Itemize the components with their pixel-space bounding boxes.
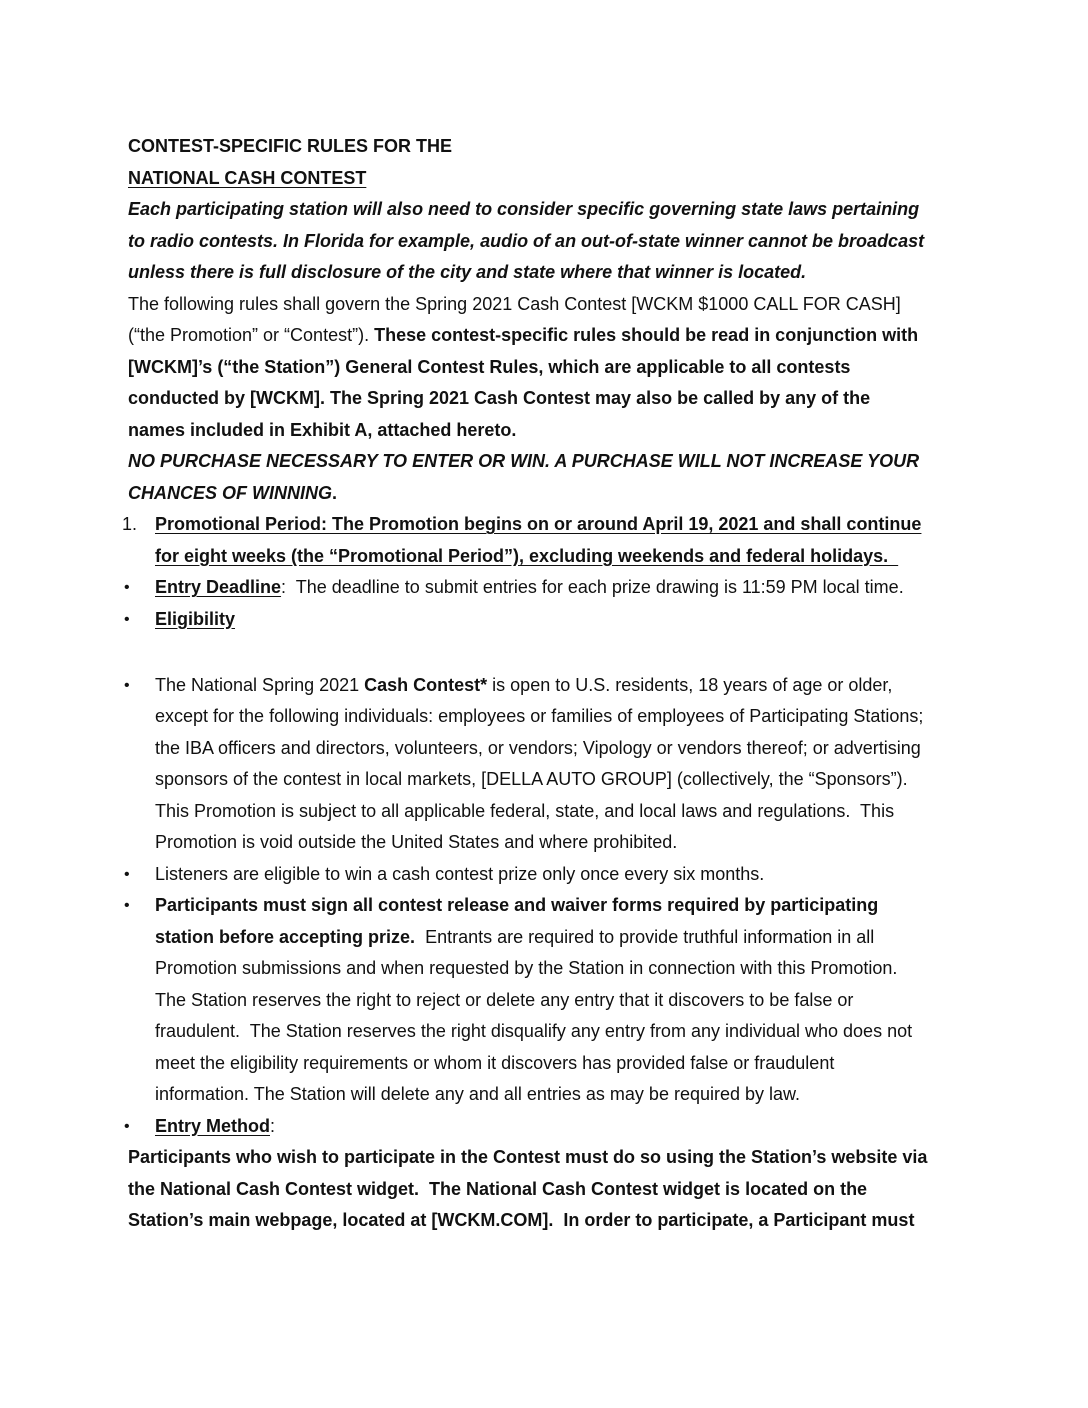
document-page [122, 131, 968, 1237]
bullet-release-forms [124, 890, 968, 1111]
eligibility-detail-line: This Promotion is subject to all applicable federal, state, and local laws and regulations. This [155, 800, 895, 821]
no-purchase-notice [128, 446, 968, 509]
intro-line [128, 320, 968, 352]
bullet-icon: • [124, 676, 130, 694]
bullet-listeners-rule [124, 859, 968, 891]
bullet-icon: • [124, 897, 130, 914]
release-forms-line: Participants must sign all contest release and waiver forms required by participating [155, 895, 879, 915]
release-forms-text: Entrants are required to provide truthful information in all [415, 926, 875, 947]
title-line-1: CONTEST-SPECIFIC RULES FOR THE [128, 136, 453, 156]
entry-deadline-line [155, 572, 968, 604]
disclaimer-line: unless there is full disclosure of the city and state where that winner is located. [128, 262, 807, 282]
entry-method-label: Entry Method [155, 1115, 270, 1136]
numbered-item-promotional-period [122, 509, 968, 572]
release-forms-line: fraudulent. The Station reserves the right disqualify any entry from any individual who does not [155, 1021, 913, 1041]
bullet-icon: • [124, 1117, 130, 1135]
intro-line: [WCKM]’s (“the Station”) General Contest Rules, which are applicable to all contests [128, 356, 851, 377]
entry-method-line: Participants who wish to participate in the Contest must do so using the Station’s website via [128, 1147, 928, 1167]
bullet-icon: • [124, 610, 130, 628]
release-forms-bold: station before accepting prize. [155, 926, 416, 947]
no-purchase-line: NO PURCHASE NECESSARY TO ENTER OR WIN. A PURCHASE WILL NOT INCREASE YOUR [128, 451, 920, 471]
entry-method-colon: : [270, 1115, 276, 1136]
eligibility-text: is open to U.S. residents, 18 years of age or older, [487, 674, 893, 695]
release-forms-line [155, 922, 968, 954]
bullet-entry-method [124, 1111, 968, 1143]
bullet-eligibility [124, 604, 968, 636]
bullet-entry-deadline [124, 572, 968, 604]
listeners-rule-text: Listeners are eligible to win a cash contest prize only once every six months. [155, 863, 765, 884]
title-line-2: NATIONAL CASH CONTEST [128, 167, 367, 188]
promotional-period-line: Promotional Period: The Promotion begins on or around April 19, 2021 and shall continue [155, 514, 922, 534]
intro-line: conducted by [WCKM]. The Spring 2021 Cash Contest may also be called by any of the [128, 388, 871, 408]
list-number: 1. [122, 514, 138, 534]
release-forms-line: Promotion submissions and when requested by the Station in connection with this Promotion. [155, 958, 898, 978]
disclaimer-line: to radio contests. In Florida for example, audio of an out-of-state winner cannot be broadcast [128, 230, 925, 251]
intro-line: names included in Exhibit A, attached hereto. [128, 419, 517, 440]
eligibility-detail-line [155, 670, 968, 702]
entry-method-heading [155, 1111, 968, 1143]
eligibility-label: Eligibility [155, 608, 236, 629]
release-forms-line: meet the eligibility requirements or whom it discovers has provided false or fraudulent [155, 1052, 835, 1073]
entry-method-line: the National Cash Contest widget. The National Cash Contest widget is located on the [128, 1178, 868, 1199]
entry-deadline-label: Entry Deadline [155, 577, 282, 597]
disclaimer-line: Each participating station will also need to consider specific governing state laws pertaining [128, 199, 920, 219]
eligibility-detail-line: Promotion is void outside the United States and where prohibited. [155, 832, 678, 852]
entry-deadline-text: : The deadline to submit entries for each prize drawing is 11:59 PM local time. [281, 577, 904, 597]
release-forms-line: information. The Station will delete any and all entries as may be required by law. [155, 1084, 801, 1104]
blank-line [128, 635, 968, 667]
intro-line: The following rules shall govern the Spring 2021 Cash Contest [WCKM $1000 CALL FOR CASH] [128, 293, 901, 314]
no-purchase-text: CHANCES OF WINNING [128, 482, 332, 503]
intro-plain-text: (“the Promotion” or “Contest”). [128, 325, 375, 345]
release-forms-line: The Station reserves the right to reject or delete any entry that it discovers to be false or [155, 989, 854, 1010]
intro-paragraph [128, 289, 968, 447]
state-law-disclaimer [128, 194, 968, 289]
eligibility-detail-line: sponsors of the contest in local markets, [DELLA AUTO GROUP] (collectively, the “Sponsors”). [155, 769, 908, 789]
bullet-icon: • [124, 865, 130, 883]
entry-method-line: Station’s main webpage, located at [WCKM.COM]. In order to participate, a Participant must [128, 1210, 915, 1230]
bullet-icon: • [124, 579, 130, 596]
entry-method-paragraph [128, 1142, 968, 1237]
promotional-period-line: for eight weeks (the “Promotional Period”), excluding weekends and federal holidays. [155, 545, 899, 566]
intro-bold-text: These contest-specific rules should be read in conjunction with [374, 325, 919, 345]
eligibility-detail-line: the IBA officers and directors, volunteers, or vendors; Vipology or vendors thereof; or advertising [155, 737, 921, 758]
no-purchase-line [128, 478, 968, 510]
cash-contest-bold: Cash Contest* [364, 674, 488, 695]
bullet-eligibility-detail [124, 670, 968, 859]
eligibility-text: The National Spring 2021 [155, 674, 365, 695]
eligibility-detail-line: except for the following individuals: employees or families of employees of Participating Stations; [155, 706, 924, 726]
no-purchase-period: . [332, 482, 338, 503]
